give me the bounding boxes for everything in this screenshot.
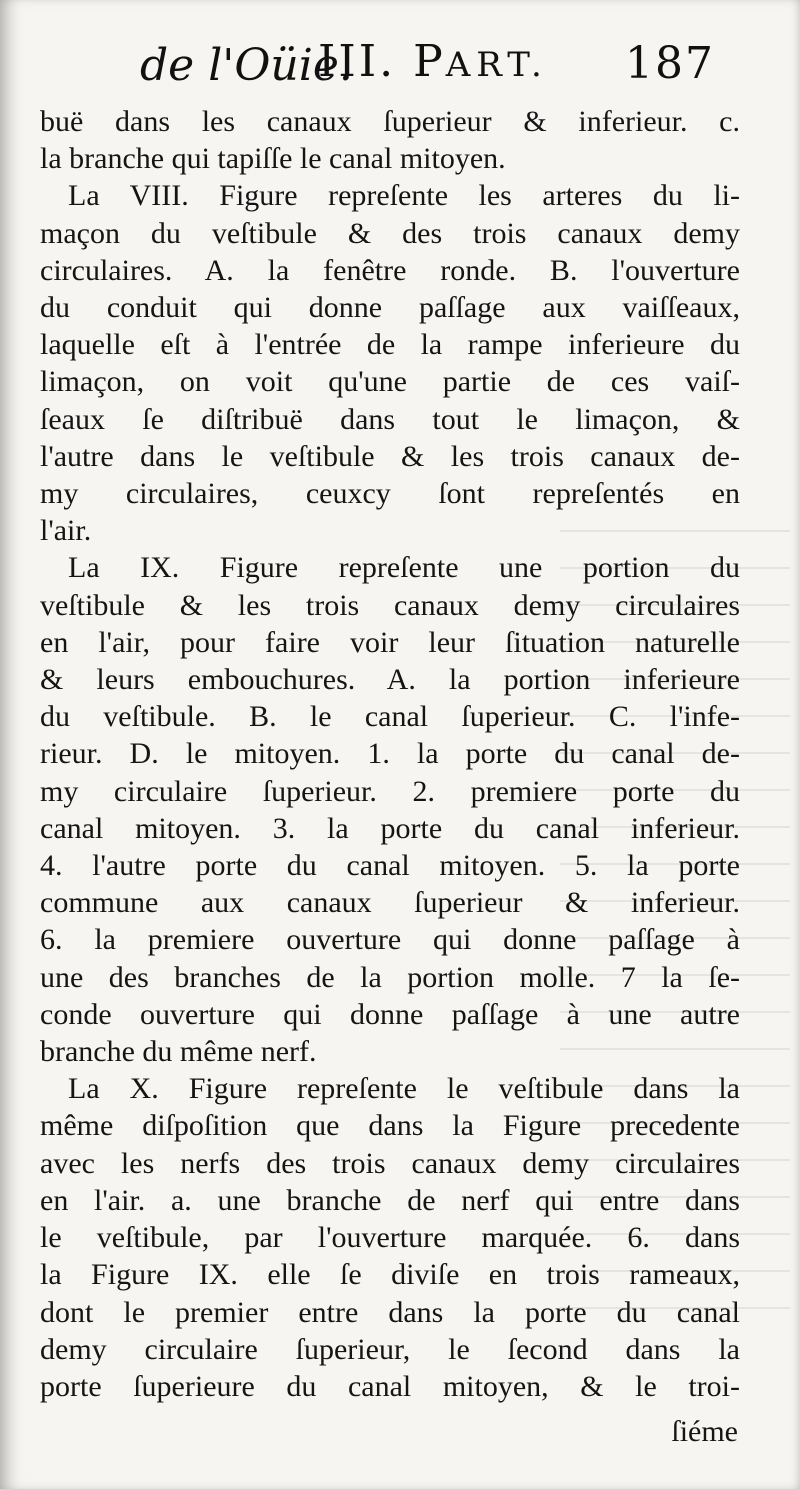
text-line: my circulaire ſuperieur. 2. premiere porte du [40, 774, 740, 808]
text-line: le veſtibule, par l'ouverture marquée. 6. dans [40, 1221, 740, 1255]
text-line: la branche qui tapiſſe le canal mitoyen. [40, 142, 506, 176]
text-line: en l'air. a. une branche de nerf qui entre dans [40, 1183, 740, 1217]
catchword: ſiéme [671, 1415, 738, 1448]
text-line: ſeaux ſe diſtribuë dans tout le limaçon, & [40, 402, 740, 436]
text-line: my circulaires, ceuxcy ſont repreſentés en [40, 477, 740, 511]
text-line: la Figure IX. elle ſe diviſe en trois rameaux, [40, 1258, 740, 1292]
text-line: 6. la premiere ouverture qui donne paſſage à [40, 923, 740, 957]
text-line: du conduit qui donne paſſage aux vaiſſeaux, [40, 291, 740, 325]
text-line: laquelle eſt à l'entrée de la rampe inferieure du [40, 328, 740, 362]
text-line: La IX. Figure repreſente une portion du [68, 551, 740, 585]
text-line: du veſtibule. B. le canal ſuperieur. C. l'infe- [40, 700, 740, 734]
page-header [140, 30, 715, 100]
text-line: rieur. D. le mitoyen. 1. la porte du canal de- [40, 737, 740, 771]
text-line: commune aux canaux ſuperieur & inferieur. [40, 886, 740, 920]
text-line: buë dans les canaux ſuperieur & inferieur. c. [40, 105, 740, 138]
text-line: La VIII. Figure repreſente les arteres du li- [68, 179, 740, 213]
part-label-main: III. P [318, 36, 446, 87]
text-line: avec les nerfs des trois canaux demy circulaires [40, 1146, 740, 1180]
text-line: une des branches de la portion molle. 7 la ſe- [40, 960, 740, 994]
running-title: de l'Oüie. [140, 40, 353, 91]
text-line: conde ouverture qui donne paſſage à une autre [40, 997, 740, 1031]
text-line: limaçon, on voit qu'une partie de ces vaiſ- [40, 365, 740, 399]
text-line: & leurs embouchures. A. la portion inferieure [40, 663, 740, 697]
text-line: l'autre dans le veſtibule & les trois canaux de- [40, 439, 740, 473]
text-line: même diſpoſition que dans la Figure precedente [40, 1109, 740, 1143]
text-line: en l'air, pour faire voir leur ſituation naturelle [40, 625, 740, 659]
text-line: maçon du veſtibule & des trois canaux demy [40, 216, 740, 250]
text-line: circulaires. A. la fenêtre ronde. B. l'ouverture [40, 253, 740, 287]
text-line: porte ſuperieure du canal mitoyen, & le troi- [40, 1369, 740, 1403]
text-line: La X. Figure repreſente le veſtibule dans la [68, 1072, 740, 1106]
page-number: 187 [625, 38, 715, 89]
text-line: veſtibule & les trois canaux demy circulaires [40, 588, 740, 622]
text-line: branche du même nerf. [40, 1035, 317, 1069]
text-line: dont le premier entre dans la porte du canal [40, 1295, 740, 1329]
part-label [318, 36, 548, 87]
part-label-small-caps: ART. [445, 45, 548, 85]
text-line: 4. l'autre porte du canal mitoyen. 5. la porte [40, 849, 740, 883]
text-line: canal mitoyen. 3. la porte du canal inferieur. [40, 811, 740, 845]
text-line: l'air. [40, 514, 92, 548]
text-line: demy circulaire ſuperieur, le ſecond dans la [40, 1332, 740, 1366]
body-text [40, 103, 740, 1405]
